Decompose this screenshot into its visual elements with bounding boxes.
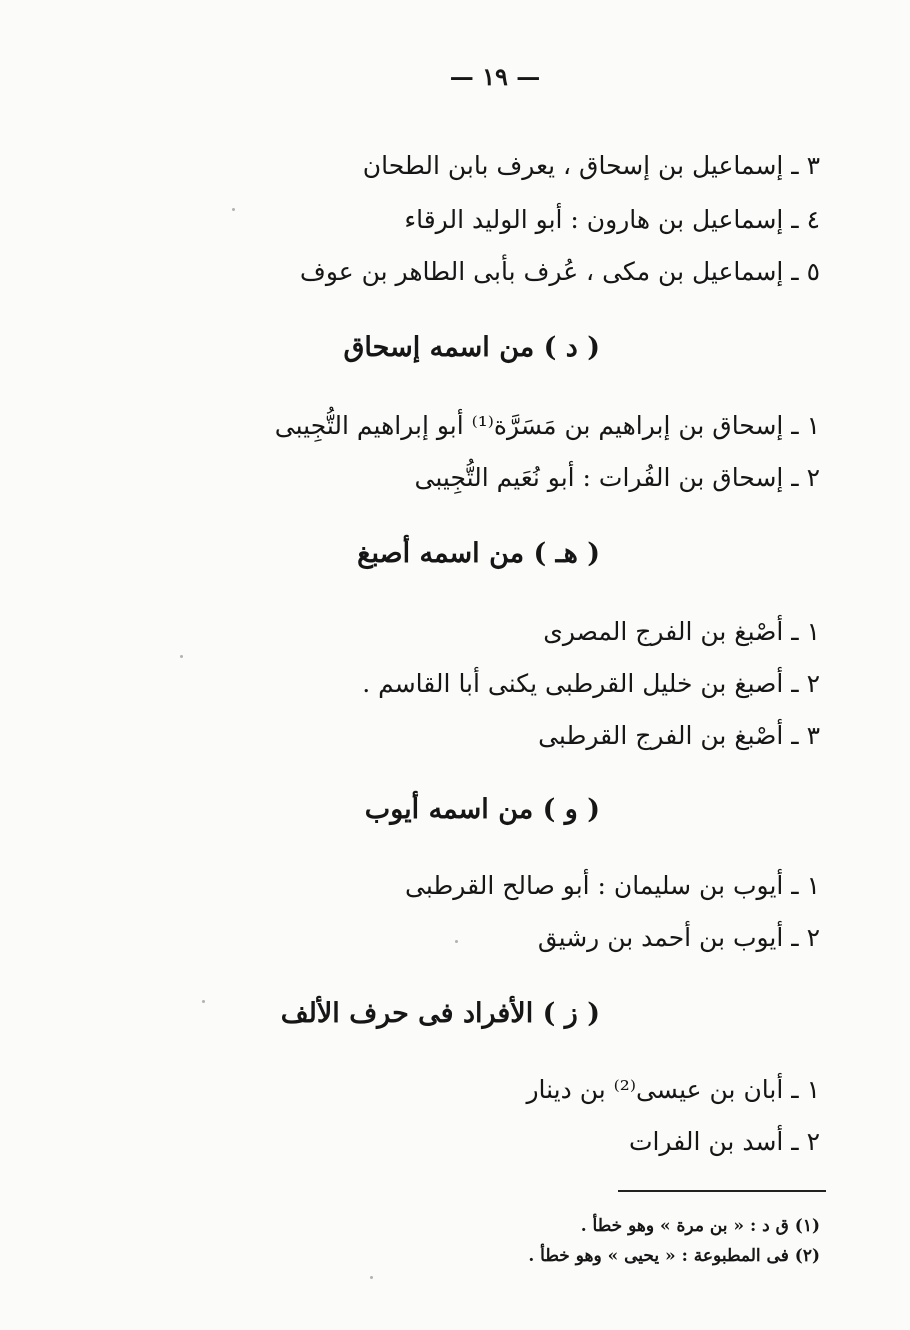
scan-speck [370,1276,373,1279]
scan-speck [202,1000,205,1003]
list-item: ١ ـ أصْبغ بن الفرج المصرى [543,617,820,646]
list-item: ٢ ـ أيوب بن أحمد بن رشيق [537,923,820,952]
list-item: ٤ ـ إسماعيل بن هارون : أبو الوليد الرقاء [404,205,820,234]
footnote-divider [618,1190,826,1192]
list-item: ١ ـ أبان بن عيسى⁽²⁾ بن دينار [526,1075,820,1104]
section-heading-asbagh: ( هـ ) من اسمه أصبغ [357,538,600,569]
scan-speck [455,940,458,943]
list-item: ٢ ـ إسحاق بن الفُرات : أبو نُعَيم التُّجِيبى [414,463,820,492]
footnote: (١) ق د : « بن مرة » وهو خطأ . [580,1216,820,1236]
section-heading-ayyub: ( و ) من اسمه أيوب [364,794,600,825]
scan-speck [232,208,235,211]
footnote: (٢) فى المطبوعة : « يحيى » وهو خطأ . [528,1246,820,1266]
list-item: ٥ ـ إسماعيل بن مكى ، عُرف بأبى الطاهر بن عوف [299,257,820,286]
section-heading-afrad: ( ز ) الأفراد فى حرف الألف [280,998,600,1029]
list-item: ١ ـ أيوب بن سليمان : أبو صالح القرطبى [405,871,820,900]
scan-speck [180,655,183,658]
list-item: ٢ ـ أسد بن الفرات [628,1127,820,1156]
list-item: ٣ ـ إسماعيل بن إسحاق ، يعرف بابن الطحان [362,151,820,180]
page-number: — ١٩ — [449,62,541,91]
list-item: ٢ ـ أصبغ بن خليل القرطبى يكنى أبا القاسم . [362,669,820,698]
section-heading-ishaq: ( د ) من اسمه إسحاق [343,332,600,363]
list-item: ١ ـ إسحاق بن إبراهيم بن مَسَرَّة⁽¹⁾ أبو إبراهيم التُّجِيبى [274,411,820,440]
list-item: ٣ ـ أصْبغ بن الفرج القرطبى [538,721,820,750]
